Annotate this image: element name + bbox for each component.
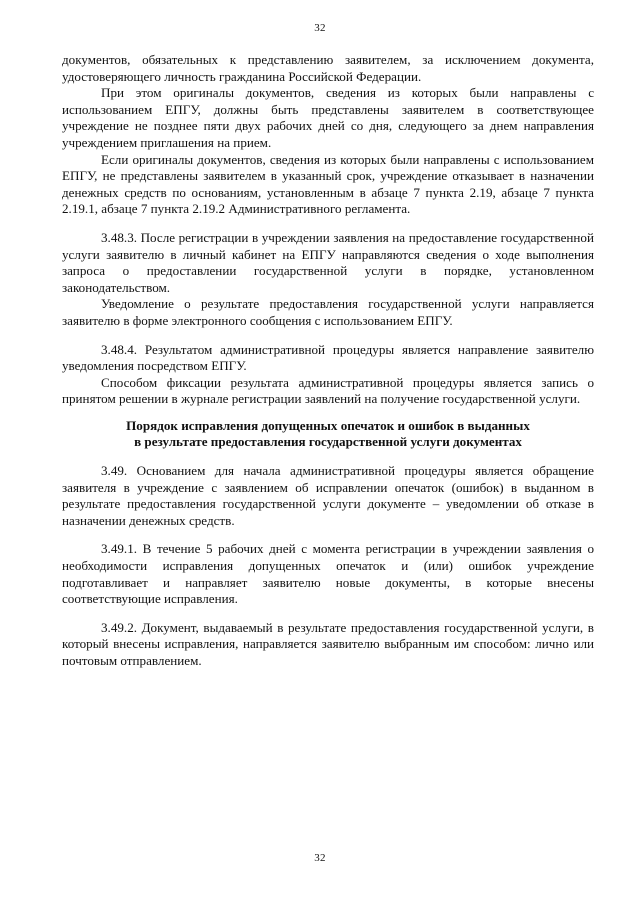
paragraph-3-48-4: 3.48.4. Результатом административной процедуры является направление заявителю уведомления посредством ЕПГУ.	[62, 341, 594, 374]
paragraph-fixation-method: Способом фиксации результата административной процедуры является запись о принятом решении в журнале регистрации заявлений на получение государственной услуги.	[62, 374, 594, 407]
paragraph-3-48-3: 3.48.3. После регистрации в учреждении заявления на предоставление государственной услуги заявителю в личный кабинет на ЕПГУ направляются сведения о ходе выполнения запроса о предоставлении государственной услуги в порядке, установленном законодательством.	[62, 229, 594, 295]
paragraph-3-49: 3.49. Основанием для начала административной процедуры является обращение заявителя в учреждение с заявлением об исправлении опечаток (ошибок) в выданном в результате предоставления государственной услуги документе – уведомлении об отказе в назначении денежных средств.	[62, 463, 594, 528]
section-heading-line-1: Порядок исправления допущенных опечаток и ошибок в выданных	[126, 417, 530, 433]
paragraph-originals-deadline: При этом оригиналы документов, сведения из которых были направлены с использованием ЕПГУ, должны быть представлены заявителем в соответствующее учреждение не позднее пяти двух рабочих дней со дня, следующего за днем направления учреждением приглашения на прием.	[62, 85, 594, 150]
page-number-bottom: 32	[314, 852, 326, 864]
section-heading-line-2: в результате предоставления государственной услуги документах	[134, 434, 522, 450]
paragraph-refusal-grounds: Если оригиналы документов, сведения из которых были направлены с использованием ЕПГУ, не представлены заявителем в указанный срок, учреждение отказывает в назначении денежных средств по основаниям, установленным в абзаце 7 пункта 2.19, абзаце 7 пункта 2.19.1, абзаце 7 пункта 2.19.2 Административного регламента.	[62, 151, 594, 217]
paragraph-notification: Уведомление о результате предоставления государственной услуги направляется заявителю в форме электронного сообщения с использованием ЕПГУ.	[62, 296, 594, 328]
paragraph-3-49-1: 3.49.1. В течение 5 рабочих дней с момента регистрации в учреждении заявления о необходимости исправления допущенных опечаток и (или) ошибок учреждение подготавливает и направляет заявителю новые документы, в которые внесены соответствующие исправления.	[62, 541, 594, 607]
section-heading	[62, 418, 594, 451]
document-body	[62, 52, 594, 670]
page-number-top: 32	[314, 22, 326, 34]
paragraph-3-49-2: 3.49.2. Документ, выдаваемый в результате предоставления государственной услуги, в который внесены исправления, направляется заявителю выбранным им способом: лично или почтовым отправлением.	[62, 619, 594, 668]
paragraph-continuation: документов, обязательных к представлению заявителем, за исключением документа, удостоверяющего личность гражданина Российской Федерации.	[62, 52, 594, 84]
